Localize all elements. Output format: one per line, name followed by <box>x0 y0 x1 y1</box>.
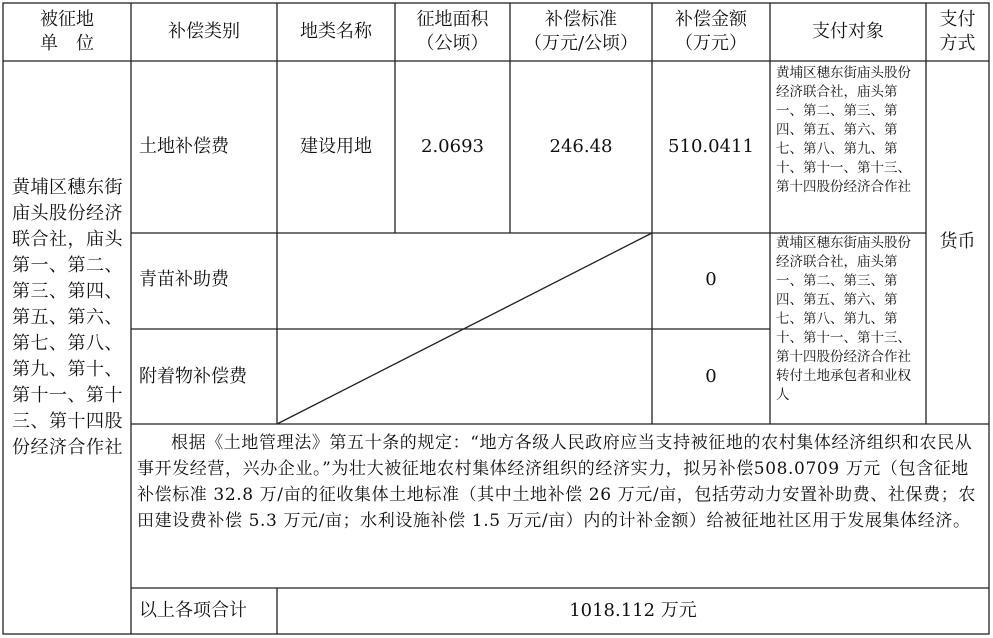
row-land-compensation-area: 2.0693 <box>421 136 484 157</box>
payee-land-compensation: 黄埔区穗东街庙头股份经济联合社，庙头第一、第二、第三、第四、第五、第六、第七、第八、第九、第十、第十一、第十三、第十四股份经济合作社 <box>776 65 911 195</box>
header-standard: 补偿标准 （万元/公顷） <box>523 9 639 54</box>
header-area: 征地面积 （公顷） <box>416 9 489 54</box>
payment-method: 货币 <box>939 231 976 252</box>
header-amount: 补偿金额 （万元） <box>675 9 747 54</box>
header-land-type: 地类名称 <box>300 21 372 42</box>
note-paragraph: 根据《土地管理法》第五十条的规定：“地方各级人民政府应当支持被征地的农村集体经济组织和农民从事开发经营，兴办企业。”为壮大被征地农村集体经济组织的经济实力，拟另补偿508.0709 万元（包含征地补偿标准 32.8 万/亩的征收集体土地标准（其中土地补偿 26 万元/亩，包括劳动力安置补助费、社保费；农田建设费补偿 5.3 万元/亩；水利设施补偿 1.5 万元/亩）内的计补金额）给被征地社区用于发展集体经济。 <box>137 433 976 531</box>
total-label: 以上各项合计 <box>139 600 247 621</box>
row-land-compensation-category: 土地补偿费 <box>139 136 229 157</box>
row-crop-subsidy-category: 青苗补助费 <box>139 269 229 290</box>
payee-crop-and-attachment: 黄埔区穗东街庙头股份经济联合社，庙头第一、第二、第三、第四、第五、第六、第七、第八、第九、第十、第十一、第十三、第十四股份经济合作社转付土地承包者和业权人 <box>776 235 911 403</box>
row-attachment-compensation-category: 附着物补偿费 <box>139 366 247 387</box>
row-land-compensation-amount: 510.0411 <box>668 136 754 157</box>
unit-name: 黄埔区穗东街庙头股份经济联合社，庙头第一、第二、第三、第四、第五、第六、第七、第八、第九、第十、第十一、第十三、第十四股份经济合作社 <box>12 177 123 458</box>
header-unit: 被征地 单 位 <box>40 9 94 54</box>
header-category: 补偿类别 <box>168 21 240 42</box>
row-land-compensation-land-type: 建设用地 <box>300 136 372 157</box>
row-crop-subsidy-amount: 0 <box>705 269 717 290</box>
row-attachment-compensation-amount: 0 <box>705 366 717 387</box>
header-payee: 支付对象 <box>812 21 884 42</box>
header-method: 支付 方式 <box>939 9 976 54</box>
row-land-compensation-standard: 246.48 <box>549 136 613 157</box>
total-value: 1018.112 万元 <box>569 600 697 621</box>
